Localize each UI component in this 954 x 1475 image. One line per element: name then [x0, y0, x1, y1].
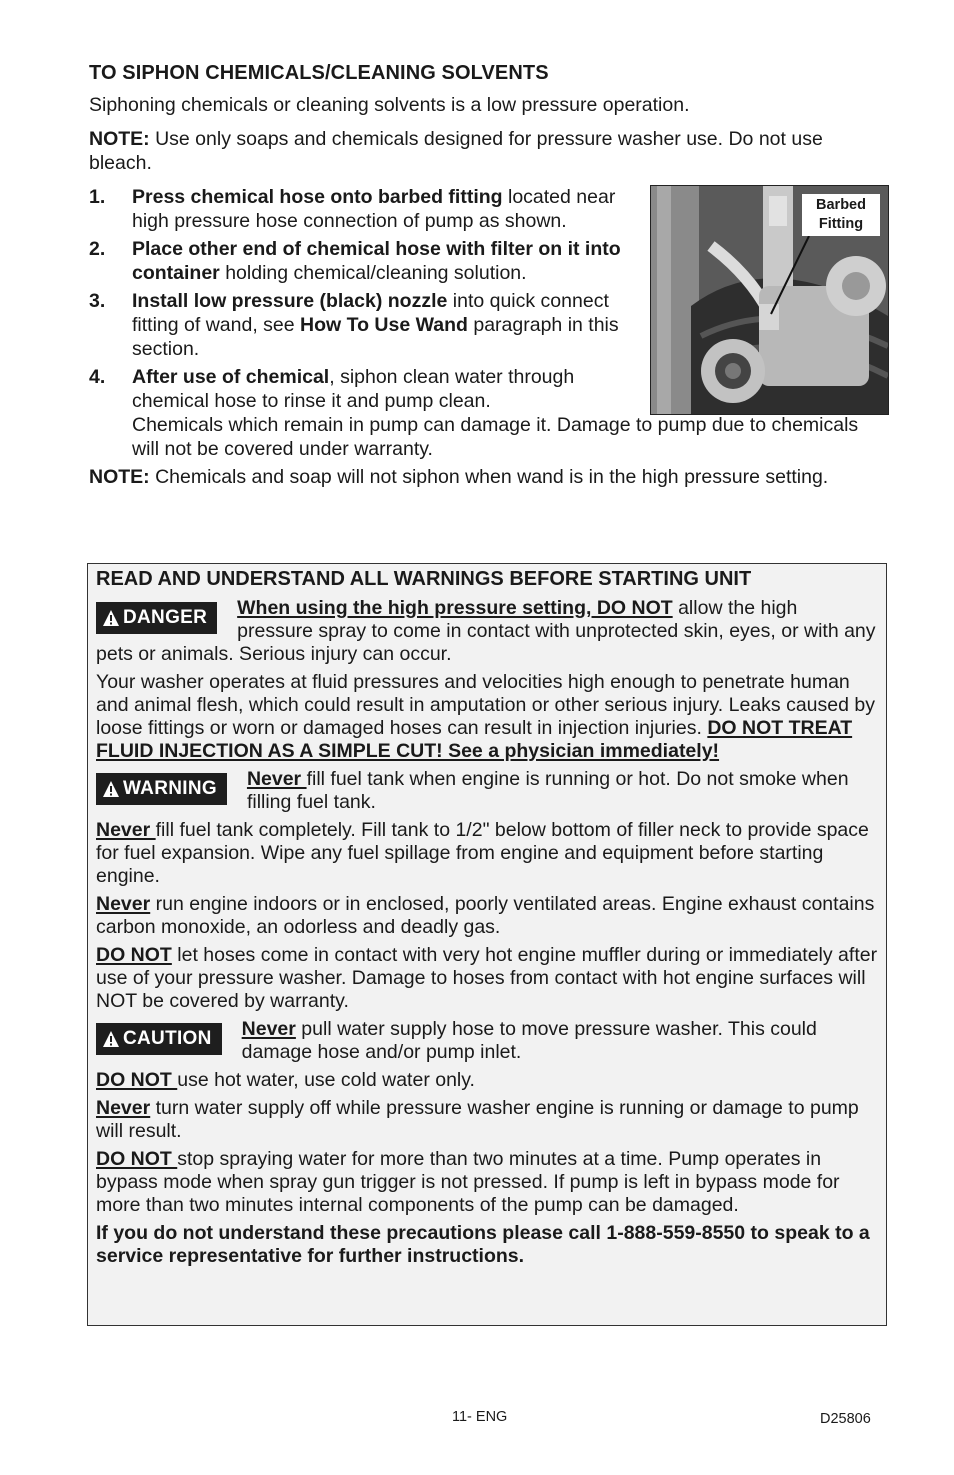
step-bold: Install low pressure (black) nozzle [132, 290, 448, 312]
note-1 [89, 127, 889, 175]
label-line-2: Fitting [818, 216, 864, 232]
danger-badge [96, 602, 217, 634]
step-1 [89, 185, 637, 233]
warning-item-2 [96, 819, 878, 888]
caution-lead: Never [96, 1097, 151, 1119]
alert-triangle-icon [102, 609, 120, 627]
warning-body: fill fuel tank completely. Fill tank to 1/2" below bottom of filler neck to provide space for fuel expansion. Wipe any fuel spillage from engine and equipment before starting engine. [96, 819, 869, 887]
caution-item-2 [96, 1069, 878, 1092]
danger-detail-bold: DO NOT TREAT FLUID INJECTION AS A SIMPLE CUT! See a physician immediately! [96, 717, 853, 762]
barbed-fitting-label [802, 194, 880, 236]
alert-triangle-icon [102, 780, 120, 798]
caution-lead: Never [241, 1018, 296, 1040]
warning-body: fill fuel tank when engine is running or hot. Do not smoke when filling fuel tank. [246, 768, 849, 813]
note-text: Use only soaps and chemicals designed for pressure washer use. Do not use bleach. [89, 128, 823, 174]
note-label: NOTE: [89, 466, 150, 488]
step-bold: After use of chemical [132, 366, 330, 388]
note-2 [89, 465, 889, 489]
caution-body: pull water supply hose to move pressure washer. This could damage hose and/or pump inlet. [241, 1018, 817, 1063]
caution-badge-label: CAUTION [123, 1028, 212, 1049]
step-text: , siphon clean water through chemical hose to rinse it and pump clean. [132, 366, 575, 412]
danger-badge-label: DANGER [123, 607, 208, 628]
step-2 [89, 237, 637, 285]
steps-section [89, 185, 889, 461]
caution-body: use hot water, use cold water only. [177, 1069, 475, 1091]
caution-body: turn water supply off while pressure washer engine is running or damage to pump will result. [96, 1097, 859, 1142]
warning-item-4 [96, 944, 878, 1013]
note-label: NOTE: [89, 128, 150, 150]
step-text: located near high pressure hose connection of pump as shown. [132, 186, 616, 232]
warning-body: run engine indoors or in enclosed, poorly ventilated areas. Engine exhaust contains carbon monoxide, an odorless and deadly gas. [96, 893, 875, 938]
step-4-extra: Chemicals which remain in pump can damage it. Damage to pump due to chemicals will not be covered under warranty. [132, 414, 859, 460]
note-text: Chemicals and soap will not siphon when wand is in the high pressure setting. [149, 466, 829, 488]
caution-lead: DO NOT [96, 1148, 178, 1170]
caution-item-4 [96, 1148, 878, 1217]
page-number: 11- ENG [452, 1409, 508, 1425]
warning-lead: Never [246, 768, 307, 790]
step-4-main [132, 365, 637, 413]
warning-item-3 [96, 893, 878, 939]
warning-lead: DO NOT [96, 944, 172, 966]
warnings-box [87, 563, 887, 1326]
warnings-heading: READ AND UNDERSTAND ALL WARNINGS BEFORE STARTING UNIT [96, 568, 752, 590]
step-3 [89, 289, 637, 361]
step-number: 4. [89, 366, 106, 388]
intro-text: Siphoning chemicals or cleaning solvents is a low pressure operation. [89, 94, 690, 116]
document-code: D25806 [820, 1411, 871, 1427]
step-text: into quick connect fitting of wand, see [132, 290, 609, 336]
danger-detail-text: Your washer operates at fluid pressures and velocities high enough to penetrate human and animal flesh, which could result in amputation or other serious injury. Leaks caused by loose fittings or worn or damaged hoses can result in injection injuries. [96, 671, 875, 739]
step-bold: Place other end of chemical hose with filter on it into container [132, 238, 621, 284]
danger-body: allow the high pressure spray to come in contact with unprotected skin, eyes, or with any pets or animals. Serious injury can occur. [96, 597, 876, 665]
step-bold-ref: How To Use Wand [300, 314, 468, 336]
section-title: TO SIPHON CHEMICALS/CLEANING SOLVENTS [89, 62, 549, 84]
step-4 [89, 365, 889, 461]
danger-detail [96, 671, 878, 763]
warning-badge [96, 773, 227, 805]
step-number: 1. [89, 186, 106, 208]
step-number: 3. [89, 290, 106, 312]
step-number: 2. [89, 238, 106, 260]
page-content [89, 62, 889, 489]
caution-badge [96, 1023, 222, 1055]
warning-lead: Never [96, 893, 151, 915]
final-instruction [96, 1222, 878, 1268]
warning-badge-label: WARNING [123, 778, 217, 799]
caution-item-3 [96, 1097, 878, 1143]
step-bold: Press chemical hose onto barbed fitting [132, 186, 503, 208]
danger-lead: When using the high pressure setting, DO NOT [237, 597, 673, 619]
alert-triangle-icon [102, 1030, 120, 1048]
final-instruction-text: If you do not understand these precautions please call 1-888-559-8550 to speak to a service representative for further instructions. [96, 1222, 870, 1267]
label-line-1: Barbed [816, 197, 866, 213]
step-text: holding chemical/cleaning solution. [219, 262, 527, 284]
warning-body: let hoses come in contact with very hot engine muffler during or immediately after use of your pressure washer. Damage to hoses from contact with hot engine surfaces will NOT be covered by warranty. [96, 944, 878, 1012]
caution-lead: DO NOT [96, 1069, 178, 1091]
warning-lead: Never [96, 819, 156, 841]
step-text: paragraph in this section. [132, 314, 619, 360]
caution-body: stop spraying water for more than two minutes at a time. Pump operates in bypass mode when spray gun trigger is not pressed. If pump is left in bypass mode for more than two minutes internal components of the pump can be damaged. [96, 1148, 840, 1216]
